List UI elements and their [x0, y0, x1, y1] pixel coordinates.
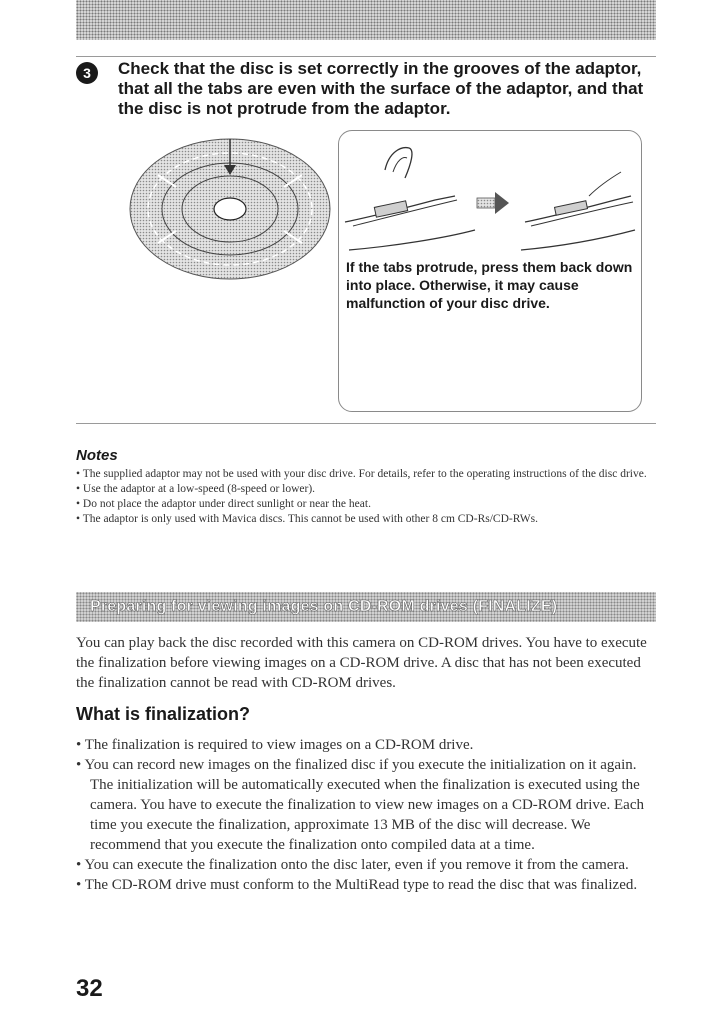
list-item: • The supplied adaptor may not be used with your disc drive. For details, refer to the operating instructions of the disc drive.: [76, 467, 656, 482]
arrow-right-icon: [477, 192, 509, 214]
finger-icon: [385, 148, 412, 178]
list-item: • The finalization is required to view images on a CD-ROM drive.: [76, 735, 656, 755]
tab-press-illustration: [345, 142, 635, 252]
notes-heading: Notes: [76, 447, 118, 464]
section-divider: [76, 423, 656, 424]
header-band: [76, 0, 656, 40]
step-number-badge: 3: [76, 62, 98, 84]
intro-paragraph: You can play back the disc recorded with this camera on CD-ROM drives. You have to execute the finalization before viewing images on a CD-ROM drive. A disc that has not been executed the finalization cannot be read with CD-ROM drives.: [76, 635, 647, 691]
top-divider: [76, 56, 656, 57]
page-number: 32: [76, 975, 103, 1002]
step-instruction: Check that the disc is set correctly in the grooves of the adaptor, that all the tabs are even with the surface of the adaptor, and that the disc is not protrude from the adaptor.: [118, 59, 644, 118]
section-header-band: [76, 592, 656, 622]
list-item: • Use the adaptor at a low-speed (8-speed or lower).: [76, 482, 656, 497]
list-item: • You can execute the finalization onto the disc later, even if you remove it from the camera.: [76, 855, 656, 875]
disc-adaptor-illustration: [130, 135, 335, 295]
notes-list: [76, 467, 656, 527]
list-item: • You can record new images on the finalized disc if you execute the initialization on it again. The initialization will be automatically executed when the finalization is executed using the camera. You have to execute the finalization to view new images on a CD-ROM drive. Each time you execute the finalization, approximate 13 MB of the disc will decrease. We recommend that you execute the finalization onto compiled data at a time.: [76, 755, 656, 855]
subsection-heading: What is finalization?: [76, 704, 250, 724]
list-item: • Do not place the adaptor under direct sunlight or near the heat.: [76, 497, 656, 512]
finalization-list: [76, 735, 656, 895]
section-title: Preparing for viewing images on CD-ROM drives (FINALIZE): [90, 598, 558, 615]
callout-text: If the tabs protrude, press them back down into place. Otherwise, it may cause malfunction of your disc drive.: [346, 259, 633, 311]
list-item: • The CD-ROM drive must conform to the MultiRead type to read the disc that was finalized.: [76, 875, 656, 895]
list-item: • The adaptor is only used with Mavica discs. This cannot be used with other 8 cm CD-Rs/CD-RWs.: [76, 512, 656, 527]
